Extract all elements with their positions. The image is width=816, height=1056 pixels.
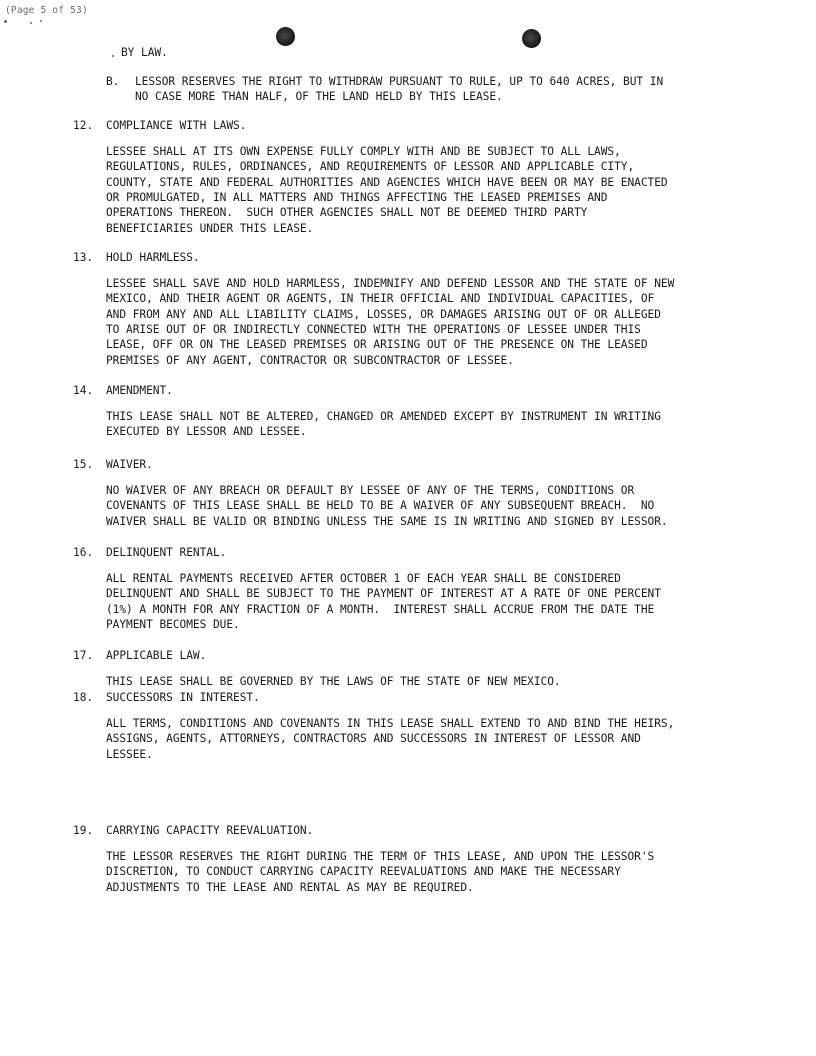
section-heading: CARRYING CAPACITY REEVALUATION. xyxy=(106,824,314,837)
section-heading: HOLD HARMLESS. xyxy=(106,251,200,264)
section-heading: SUCCESSORS IN INTEREST. xyxy=(106,691,260,704)
section-number: 15. xyxy=(73,458,94,471)
section-number: 12. xyxy=(73,119,94,132)
body-line: ALL RENTAL PAYMENTS RECEIVED AFTER OCTOBER 1 OF EACH YEAR SHALL BE CONSIDERED xyxy=(106,572,621,585)
section-heading: COMPLIANCE WITH LAWS. xyxy=(106,119,247,132)
punch-hole-right xyxy=(522,29,541,48)
body-line: NO WAIVER OF ANY BREACH OR DEFAULT BY LESSEE OF ANY OF THE TERMS, CONDITIONS OR xyxy=(106,484,635,497)
body-line: LEASE, OFF OR ON THE LEASED PREMISES OR ARISING OUT OF THE PRESENCE ON THE LEASED xyxy=(106,338,648,352)
body-line: LESSEE SHALL AT ITS OWN EXPENSE FULLY COMPLY WITH AND BE SUBJECT TO ALL LAWS, xyxy=(106,145,621,158)
scan-speck xyxy=(4,20,7,23)
section-number: 14. xyxy=(73,384,94,397)
body-line: COVENANTS OF THIS LEASE SHALL BE HELD TO BE A WAIVER OF ANY SUBSEQUENT BREACH. NO xyxy=(106,499,655,513)
section-number: 16. xyxy=(73,546,94,559)
section-number: 13. xyxy=(73,251,94,264)
body-line: BENEFICIARIES UNDER THIS LEASE. xyxy=(106,221,314,235)
body-line: AND FROM ANY AND ALL LIABILITY CLAIMS, LOSSES, OR DAMAGES ARISING OUT OF OR ALLEGED xyxy=(106,307,661,321)
body-line: LESSOR RESERVES THE RIGHT TO WITHDRAW PURSUANT TO RULE, UP TO 640 ACRES, BUT IN xyxy=(135,75,664,88)
body-line: COUNTY, STATE AND FEDERAL AUTHORITIES AND AGENCIES WHICH HAVE BEEN OR MAY BE ENACTED xyxy=(106,175,668,189)
page-reference: (Page 5 of 53) xyxy=(5,5,88,16)
body-line: PAYMENT BECOMES DUE. xyxy=(106,617,240,631)
section-number: 18. xyxy=(73,691,94,704)
body-line: NO CASE MORE THAN HALF, OF THE LAND HELD BY THIS LEASE. xyxy=(135,90,503,103)
section-heading: AMENDMENT. xyxy=(106,384,173,397)
section-number: 17. xyxy=(73,649,94,662)
body-line: ASSIGNS, AGENTS, ATTORNEYS, CONTRACTORS AND SUCCESSORS IN INTEREST OF LESSOR AND xyxy=(106,732,641,746)
body-line: WAIVER SHALL BE VALID OR BINDING UNLESS THE SAME IS IN WRITING AND SIGNED BY LESSOR. xyxy=(106,514,668,528)
body-line: DISCRETION, TO CONDUCT CARRYING CAPACITY REEVALUATIONS AND MAKE THE NECESSARY xyxy=(106,865,621,879)
body-line: MEXICO, AND THEIR AGENT OR AGENTS, IN THEIR OFFICIAL AND INDIVIDUAL CAPACITIES, OF xyxy=(106,292,655,306)
section-heading: WAIVER. xyxy=(106,458,153,471)
body-line: REGULATIONS, RULES, ORDINANCES, AND REQUIREMENTS OF LESSOR AND APPLICABLE CITY, xyxy=(106,160,635,174)
scan-speck xyxy=(30,22,32,24)
body-line: EXECUTED BY LESSOR AND LESSEE. xyxy=(106,425,307,439)
body-line: (1%) A MONTH FOR ANY FRACTION OF A MONTH. INTEREST SHALL ACCRUE FROM THE DATE THE xyxy=(106,602,655,616)
body-line: ADJUSTMENTS TO THE LEASE AND RENTAL AS MAY BE REQUIRED. xyxy=(106,880,474,894)
scan-speck xyxy=(112,55,114,57)
section-heading: APPLICABLE LAW. xyxy=(106,649,207,662)
body-line: OR PROMULGATED, IN ALL MATTERS AND THINGS AFFECTING THE LEASED PREMISES AND xyxy=(106,190,608,204)
body-line: OPERATIONS THEREON. SUCH OTHER AGENCIES SHALL NOT BE DEEMED THIRD PARTY xyxy=(106,206,588,220)
body-line: LESSEE. xyxy=(106,747,153,761)
body-line: DELINQUENT AND SHALL BE SUBJECT TO THE PAYMENT OF INTEREST AT A RATE OF ONE PERCENT xyxy=(106,587,661,601)
item-letter: B. xyxy=(106,75,120,88)
body-line: THE LESSOR RESERVES THE RIGHT DURING THE TERM OF THIS LEASE, AND UPON THE LESSOR'S xyxy=(106,850,655,863)
section-heading: DELINQUENT RENTAL. xyxy=(106,546,227,559)
section-number: 19. xyxy=(73,824,94,837)
body-line: TO ARISE OUT OF OR INDIRECTLY CONNECTED WITH THE OPERATIONS OF LESSEE UNDER THIS xyxy=(106,322,641,336)
body-line: LESSEE SHALL SAVE AND HOLD HARMLESS, INDEMNIFY AND DEFEND LESSOR AND THE STATE OF NEW xyxy=(106,277,675,290)
body-line: PREMISES OF ANY AGENT, CONTRACTOR OR SUBCONTRACTOR OF LESSEE. xyxy=(106,353,514,367)
by-law-text: BY LAW. xyxy=(121,46,168,59)
body-line: THIS LEASE SHALL BE GOVERNED BY THE LAWS OF THE STATE OF NEW MEXICO. xyxy=(106,675,561,688)
body-line: ALL TERMS, CONDITIONS AND COVENANTS IN THIS LEASE SHALL EXTEND TO AND BIND THE HEIRS, xyxy=(106,717,675,730)
punch-hole-left xyxy=(276,27,295,46)
scan-speck xyxy=(40,20,42,22)
body-line: THIS LEASE SHALL NOT BE ALTERED, CHANGED OR AMENDED EXCEPT BY INSTRUMENT IN WRITING xyxy=(106,410,661,423)
